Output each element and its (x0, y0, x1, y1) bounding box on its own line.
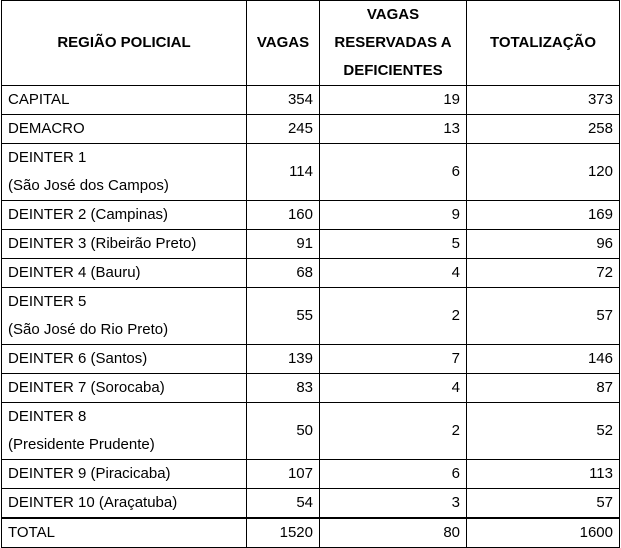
region-name: DEMACRO (8, 120, 85, 137)
region-name: DEINTER 10 (Araçatuba) (8, 494, 178, 511)
region-name: DEINTER 6 (Santos) (8, 350, 148, 367)
vagas-cell: 114 (247, 144, 320, 201)
region-cell (2, 288, 247, 345)
total-cell: 52 (467, 403, 620, 460)
reservadas-cell: 5 (320, 230, 467, 259)
region-cell (2, 489, 247, 519)
vagas-cell: 68 (247, 259, 320, 288)
region-subname: (São José do Rio Preto) (8, 321, 169, 338)
vagas-cell: 245 (247, 115, 320, 144)
header-reservadas (320, 1, 467, 86)
table-row (2, 144, 620, 201)
region-cell (2, 86, 247, 115)
region-subname: (Presidente Prudente) (8, 436, 155, 453)
region-name: DEINTER 8 (8, 408, 87, 425)
region-cell (2, 374, 247, 403)
reservadas-cell: 9 (320, 201, 467, 230)
vagas-cell: 354 (247, 86, 320, 115)
total-cell: 57 (467, 489, 620, 519)
total-cell: 169 (467, 201, 620, 230)
reservadas-cell: 6 (320, 460, 467, 489)
reservadas-cell: 3 (320, 489, 467, 519)
header-reservadas-line1: VAGAS (366, 6, 420, 23)
vagas-cell: 54 (247, 489, 320, 519)
region-cell (2, 259, 247, 288)
region-cell (2, 201, 247, 230)
total-vagas: 1520 (247, 518, 320, 548)
region-name: DEINTER 2 (Campinas) (8, 206, 169, 223)
total-cell: 113 (467, 460, 620, 489)
table-row (2, 403, 620, 460)
region-name: DEINTER 5 (8, 293, 87, 310)
total-cell: 258 (467, 115, 620, 144)
reservadas-cell: 7 (320, 345, 467, 374)
region-cell (2, 230, 247, 259)
region-name: CAPITAL (8, 91, 70, 108)
region-name: DEINTER 4 (Bauru) (8, 264, 141, 281)
vagas-cell: 55 (247, 288, 320, 345)
table-row (2, 288, 620, 345)
total-cell: 373 (467, 86, 620, 115)
region-cell (2, 345, 247, 374)
region-cell (2, 144, 247, 201)
total-cell: 72 (467, 259, 620, 288)
header-regiao: REGIÃO POLICIAL (2, 1, 247, 86)
vagas-cell: 83 (247, 374, 320, 403)
table-row (2, 86, 620, 115)
region-cell (2, 460, 247, 489)
table-row (2, 345, 620, 374)
table-row (2, 374, 620, 403)
reservadas-cell: 13 (320, 115, 467, 144)
vagas-cell: 50 (247, 403, 320, 460)
region-cell (2, 403, 247, 460)
table-row (2, 201, 620, 230)
region-name: DEINTER 1 (8, 149, 87, 166)
table-row (2, 259, 620, 288)
header-reservadas-line3: DEFICIENTES (343, 62, 443, 79)
reservadas-cell: 2 (320, 403, 467, 460)
header-row (2, 1, 620, 86)
total-totalizacao: 1600 (467, 518, 620, 548)
vagas-cell: 139 (247, 345, 320, 374)
header-reservadas-line2: RESERVADAS A (334, 34, 452, 51)
region-subname: (São José dos Campos) (8, 177, 169, 194)
table-row (2, 115, 620, 144)
total-cell: 146 (467, 345, 620, 374)
region-name: DEINTER 3 (Ribeirão Preto) (8, 235, 197, 252)
vagas-table (1, 0, 620, 548)
table-row (2, 489, 620, 519)
vagas-cell: 160 (247, 201, 320, 230)
vagas-cell: 91 (247, 230, 320, 259)
reservadas-cell: 6 (320, 144, 467, 201)
total-cell: 96 (467, 230, 620, 259)
reservadas-cell: 4 (320, 259, 467, 288)
header-totalizacao: TOTALIZAÇÃO (467, 1, 620, 86)
table-row (2, 230, 620, 259)
total-cell: 120 (467, 144, 620, 201)
reservadas-cell: 2 (320, 288, 467, 345)
total-reservadas: 80 (320, 518, 467, 548)
reservadas-cell: 4 (320, 374, 467, 403)
reservadas-cell: 19 (320, 86, 467, 115)
table-row (2, 460, 620, 489)
header-vagas: VAGAS (247, 1, 320, 86)
total-row (2, 518, 620, 548)
total-cell: 57 (467, 288, 620, 345)
region-name: DEINTER 9 (Piracicaba) (8, 465, 171, 482)
total-label: TOTAL (2, 518, 247, 548)
region-cell (2, 115, 247, 144)
vagas-cell: 107 (247, 460, 320, 489)
region-name: DEINTER 7 (Sorocaba) (8, 379, 165, 396)
total-cell: 87 (467, 374, 620, 403)
